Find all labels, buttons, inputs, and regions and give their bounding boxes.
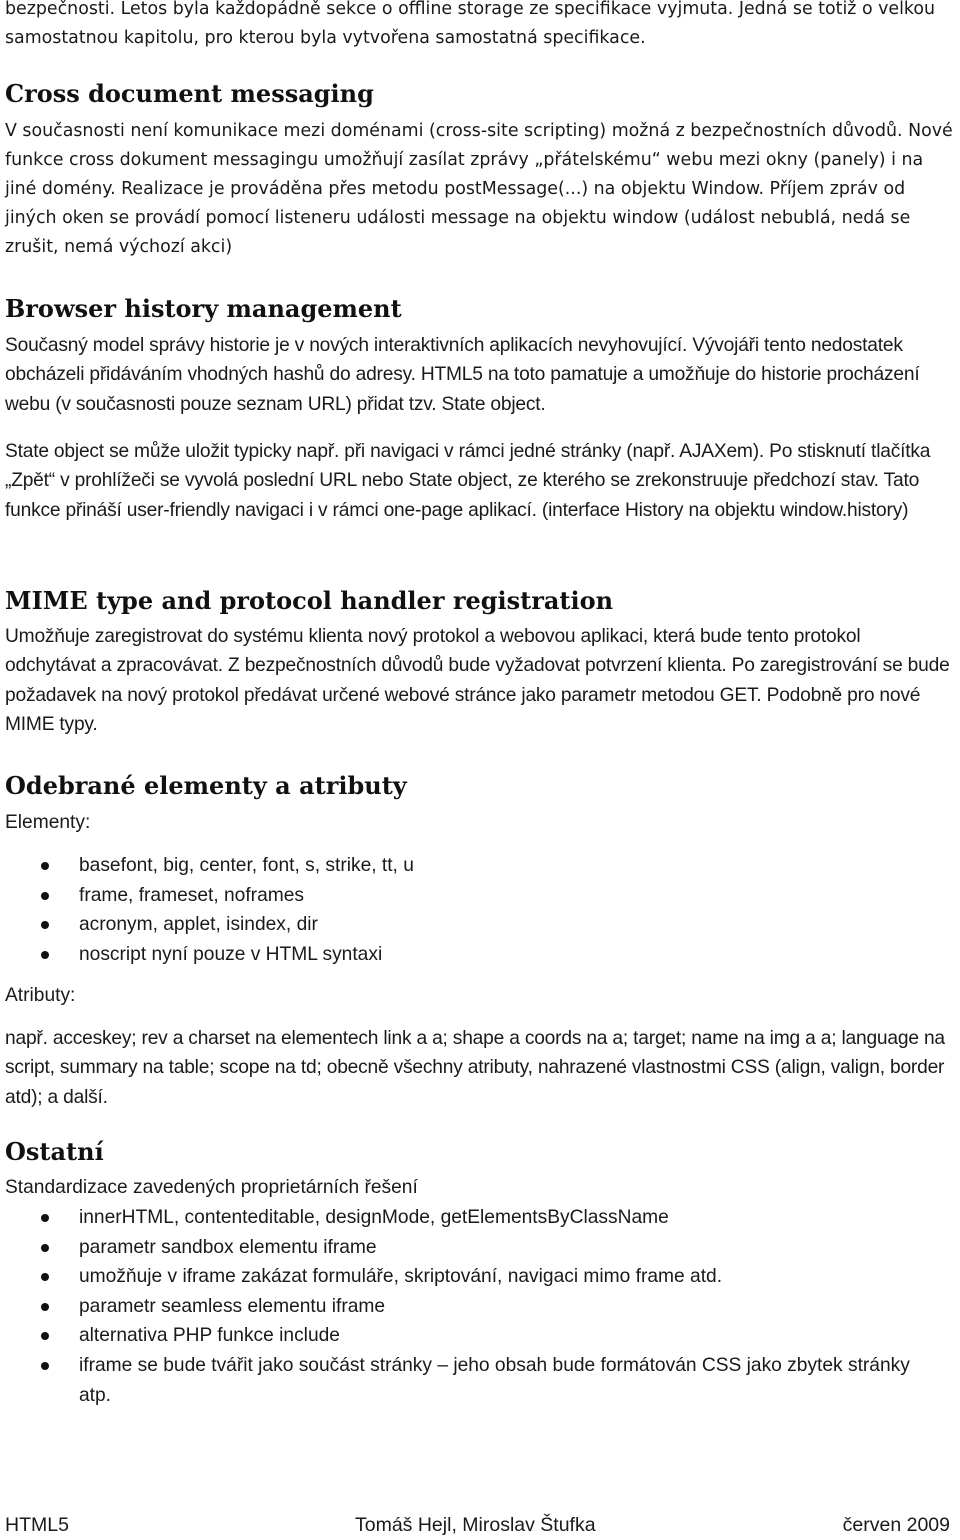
browser-history-heading: Browser history management bbox=[5, 294, 402, 323]
bullet-icon bbox=[41, 1273, 49, 1281]
bullet-icon bbox=[41, 862, 49, 870]
bullet-icon bbox=[41, 1214, 49, 1222]
bullet-icon bbox=[41, 1362, 49, 1370]
bullet-icon bbox=[41, 921, 49, 929]
elements-label: Elementy: bbox=[5, 812, 91, 833]
footer-left: HTML5 bbox=[5, 1514, 69, 1536]
list-item: parametr seamless elementu iframe bbox=[5, 1292, 955, 1322]
other-label: Standardizace zavedených proprietárních řešení bbox=[5, 1177, 418, 1198]
list-item: innerHTML, contenteditable, designMode, getElementsByClassName bbox=[5, 1203, 955, 1233]
removed-elements-list bbox=[5, 851, 955, 969]
footer-authors: Tomáš Hejl, Miroslav Štufka bbox=[355, 1514, 596, 1536]
browser-history-paragraph-1: Současný model správy historie je v nových interaktivních aplikacích nevyhovující. Vývojáři tento nedostatek obcházeli přidáváním vhodných hashů do adresy. HTML5 na toto pamatuje a umožňuje do historie procházení webu (v současnosti pouze seznam URL) přidat tzv. State object. bbox=[5, 335, 920, 415]
cross-document-heading: Cross document messaging bbox=[5, 79, 374, 108]
list-item: acronym, applet, isindex, dir bbox=[5, 910, 955, 940]
footer-date: červen 2009 bbox=[842, 1514, 950, 1536]
bullet-icon bbox=[41, 1303, 49, 1311]
attributes-paragraph: např. acceskey; rev a charset na elementech link a a; shape a coords na a; target; name na img a a; language na script, summary na table; scope na td; obecně všechny atributy, nahrazené vlastnostmi CSS (align, valign, border atd); a další. bbox=[5, 1028, 945, 1108]
other-heading: Ostatní bbox=[5, 1137, 104, 1166]
mime-paragraph: Umožňuje zaregistrovat do systému klienta nový protokol a webovou aplikaci, která bude tento protokol odchytávat a zpracovávat. Z bezpečnostních důvodů bude vyžadovat potvrzení klienta. Po zaregistrování se bude požadavek na nový protokol předávat určené webové stránce jako parametr metodou GET. Podobně pro nové MIME typy. bbox=[5, 626, 950, 735]
list-item: basefont, big, center, font, s, strike, tt, u bbox=[5, 851, 955, 881]
attributes-label: Atributy: bbox=[5, 985, 76, 1006]
bullet-icon bbox=[41, 1332, 49, 1340]
list-item: alternativa PHP funkce include bbox=[5, 1321, 955, 1351]
browser-history-paragraph-2: State object se může uložit typicky např. při navigaci v rámci jedné stránky (např. AJAXem). Po stisknutí tlačítka „Zpět“ v prohlížeči se vyvolá poslední URL nebo State object, ze kterého se zrekonstruuje předchozí stav. Tato funkce přináší user-friendly navigaci i v rámci one-page aplikací. (interface History na objektu window.history) bbox=[5, 441, 931, 521]
bullet-icon bbox=[41, 892, 49, 900]
list-item: frame, frameset, noframes bbox=[5, 881, 955, 911]
intro-paragraph: bezpečnosti. Letos byla každopádně sekce o offline storage ze specifikace vyjmuta. Jedná se totiž o velkou samostatnou kapitolu, pro kterou byla vytvořena samostatná specifikace. bbox=[5, 0, 936, 48]
bullet-icon bbox=[41, 951, 49, 959]
list-item: parametr sandbox elementu iframe bbox=[5, 1233, 955, 1263]
bullet-icon bbox=[41, 1244, 49, 1252]
other-list bbox=[5, 1203, 955, 1410]
mime-heading: MIME type and protocol handler registration bbox=[5, 586, 614, 615]
list-item: umožňuje v iframe zakázat formuláře, skriptování, navigaci mimo frame atd. bbox=[5, 1262, 955, 1292]
cross-document-paragraph: V současnosti není komunikace mezi doménami (cross-site scripting) možná z bezpečnostních důvodů. Nové funkce cross dokument messagingu umožňují zasílat zprávy „přátelskému“ webu mezi okny (panely) i na jiné domény. Realizace je prováděna přes metodu postMessage(...) na objektu Window. Příjem zpráv od jiných oken se provádí pomocí listeneru události message na objektu window (událost nebublá, nedá se zrušit, nemá výchozí akci) bbox=[5, 121, 953, 257]
list-item: noscript nyní pouze v HTML syntaxi bbox=[5, 940, 955, 970]
list-item: iframe se bude tvářit jako součást stránky – jeho obsah bude formátován CSS jako zbytek stránky atp. bbox=[5, 1351, 955, 1410]
removed-heading: Odebrané elementy a atributy bbox=[5, 771, 407, 800]
